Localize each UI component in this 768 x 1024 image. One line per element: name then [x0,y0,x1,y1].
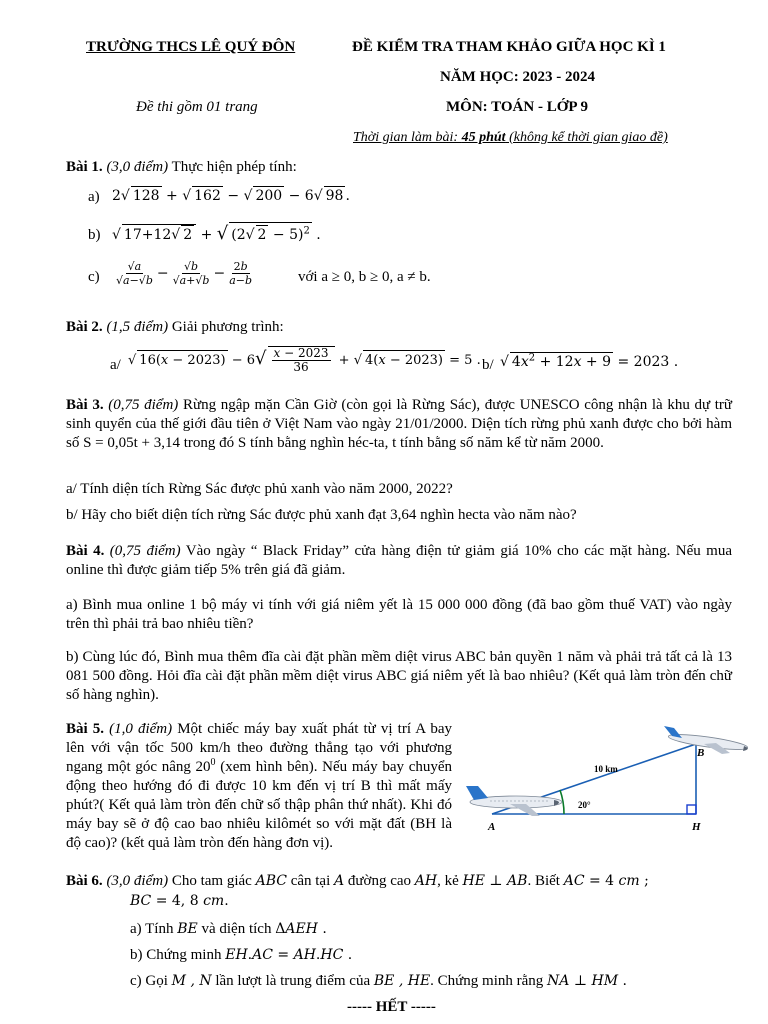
bai1-heading [66,158,297,177]
bai6-perp-na-hm: NA ⊥ HM . [547,973,627,989]
bai6-bc-given: BC = 4, 8 cm. [130,893,229,909]
bai6-heading [66,872,649,891]
bai4-question-b: b) Cùng lúc đó, Bình mua thêm đĩa cài đặt phần mềm diệt virus ABC bản quyền 1 năm và phải trả tất cả là 13 081 500 đồng. Hỏi đĩa cài đặt phần mềm diệt virus ABC giá niêm yết là bao nhiêu? (Kết quả làm tròn đến chữ số hàng nghìn). [66,649,732,703]
bai6-perp-he-ab: HE ⊥ AB [462,873,528,889]
bai6-points: (3,0 điểm) [106,873,169,889]
bai5-text3: Nếu máy bay chuyển động theo hướng đó đi được 10 km đến vị trí B thì mất mấy phút?( Kết quả làm tròn đến chữ số thập phân thứ nhất). Khi đó máy bay sẽ ở độ cao bao nhiêu kilômét so với mặt đất (BH là độ cao)? (kết quả làm tròn đến hàng đơn vị). [66,759,453,851]
bai6-segments: BE , HE [373,973,431,989]
bai6-text-mid1: cân tại [290,873,331,889]
bai2-a-label: a/ [110,357,121,373]
bai6-question-a [130,920,327,939]
bai2-b-label: b/ [482,357,494,373]
bai6-triangle: ABC [255,873,287,889]
bai6-points-mn: M , N [171,973,212,989]
bai3-label: Bài 3. [66,397,104,413]
time-value: 45 phút [461,130,506,145]
bai6-question-c [130,972,627,991]
bai2-b-equation: √ $4x^2 + 12x + 9 = 2023$ . [500,352,679,370]
bai1-b-expression: √ 17+12√ 2 + √ (2√ 2 − 5)$^2$ . [112,223,321,244]
figure-point-b: B [697,747,705,759]
bai5-text2: (xem hình bên). [215,759,318,775]
bai6-q-a-pre: a) Tính [130,921,174,937]
exam-title: ĐỀ KIỂM TRA THAM KHẢO GIỮA HỌC KÌ 1 [352,39,666,55]
bai1-c-expression: $\frac{√a}{√a-√b}$ − $\frac{√b}{√a+√b}$ − $\frac{2b}{a-b}$ [116,260,253,287]
bai1-prompt: Thực hiện phép tính: [171,159,297,175]
bai6-q-c-pre: c) Gọi [130,973,168,989]
bai6-text-mid2: đường cao [347,873,412,889]
figure-point-h: H [692,821,701,833]
bai6-vertex: A [334,873,345,889]
bai3-text: Rừng ngập mặn Cần Giờ (còn gọi là Rừng Sác), được UNESCO công nhận là khu dự trữ sinh quyển của thế giới đầu tiên ở Việt Nam vào ngày 21/01/2000. Diện tích rừng phủ xanh được cho bởi hàm số S = 0,05t + 3,14 trong đó S tính bằng nghìn héc-ta, t tính bằng số năm kể từ năm 2000. [66,397,733,451]
bai5-figure [460,720,750,838]
end-marker: ----- HẾT ----- [347,999,436,1015]
pages-note: Đề thi gồm 01 trang [136,99,258,115]
bai6-q-a-mid: và diện tích [201,921,272,937]
time-note [353,128,668,147]
bai5-points: (1,0 điểm) [109,721,173,737]
bai4-label: Bài 4. [66,543,105,559]
bai3-paragraph [66,396,732,453]
bai1-b-label: b) [88,227,101,243]
bai2-label: Bài 2. [66,319,103,335]
figure-point-a: A [488,821,496,833]
bai2-prompt: Giải phương trình: [171,319,284,335]
bai6-q-c-post: . Chứng minh rằng [430,973,544,989]
subject-line: MÔN: TOÁN - LỚP 9 [446,99,588,115]
bai3-question-b: b/ Hãy cho biết diện tích rừng Sác được phủ xanh đạt 3,64 nghìn hecta vào năm nào? [66,507,577,523]
school-year: NĂM HỌC: 2023 - 2024 [440,69,595,85]
figure-angle-label: 20° [578,800,591,810]
bai6-q-c-mid: lần lượt là trung điểm của [215,973,371,989]
bai2-heading [66,318,284,337]
bai6-identity: EH.AC = AH.HC . [225,947,353,963]
bai1-points: (3,0 điểm) [106,159,169,175]
bai3-question-a: a/ Tính diện tích Rừng Sác được phủ xanh vào năm 2000, 2022? [66,481,453,497]
bai5-paragraph [66,720,452,853]
plane-at-a-icon [466,786,562,816]
bai5-label: Bài 5. [66,721,105,737]
school-name: TRƯỜNG THCS LÊ QUÝ ĐÔN [86,39,296,55]
bai2-a-equation: √ 16(x − 2023) − 6√ $\frac{x - 2023}{36}$ + √ 4(x − 2023) = 5 . [128,346,481,374]
bai6-q-b-pre: b) Chứng minh [130,947,222,963]
bai6-text-mid3: , kẻ [437,873,459,889]
bai6-be: BE [177,921,198,937]
bai6-label: Bài 6. [66,873,103,889]
bai4-text: Vào ngày “ Black Friday” cửa hàng điện tử giảm giá 10% cho các mặt hàng. Nếu mua online thì được giảm tiếp 5% trên giá đã giảm. [66,543,733,578]
bai5-degree: 0 [210,757,216,768]
right-angle-marker [687,805,696,814]
bai4-points: (0,75 điểm) [109,543,181,559]
bai6-altitude: AH [414,873,438,889]
bai6-question-b [130,946,352,965]
bai6-ac-given: AC = 4 cm ; [563,873,649,889]
bai6-text-pre: Cho tam giác [171,873,252,889]
bai4-paragraph [66,542,732,580]
bai1-c-label: c) [88,269,100,285]
bai4-question-a: a) Bình mua online 1 bộ máy vi tính với giá niêm yết là 15 000 000 đồng (đã bao gồm thuế VAT) vào ngày trên thì phải trả bao nhiêu tiền? [66,597,732,632]
time-prefix: Thời gian làm bài: [353,130,462,145]
bai6-text-mid4: . Biết [527,873,560,889]
bai5-text1: Một chiếc máy bay xuất phát từ vị trí A bay lên với vận tốc 500 km/h theo đường thẳng tạo với phương ngang một góc nâng 20 [66,721,452,775]
bai1-a-expression: 2√ 128 + √ 162 − √ 200 − 6√ 98 . [112,188,350,204]
bai1-label: Bài 1. [66,159,103,175]
figure-distance-label: 10 km [594,764,618,774]
time-suffix: (không kể thời gian giao đề) [505,130,668,145]
bai1-c-condition: với a ≥ 0, b ≥ 0, a ≠ b. [298,269,431,285]
bai2-points: (1,5 điểm) [106,319,169,335]
bai6-area-aeh: ΔAEH . [275,921,327,937]
bai1-a-label: a) [88,189,100,205]
bai3-points: (0,75 điểm) [108,397,179,413]
